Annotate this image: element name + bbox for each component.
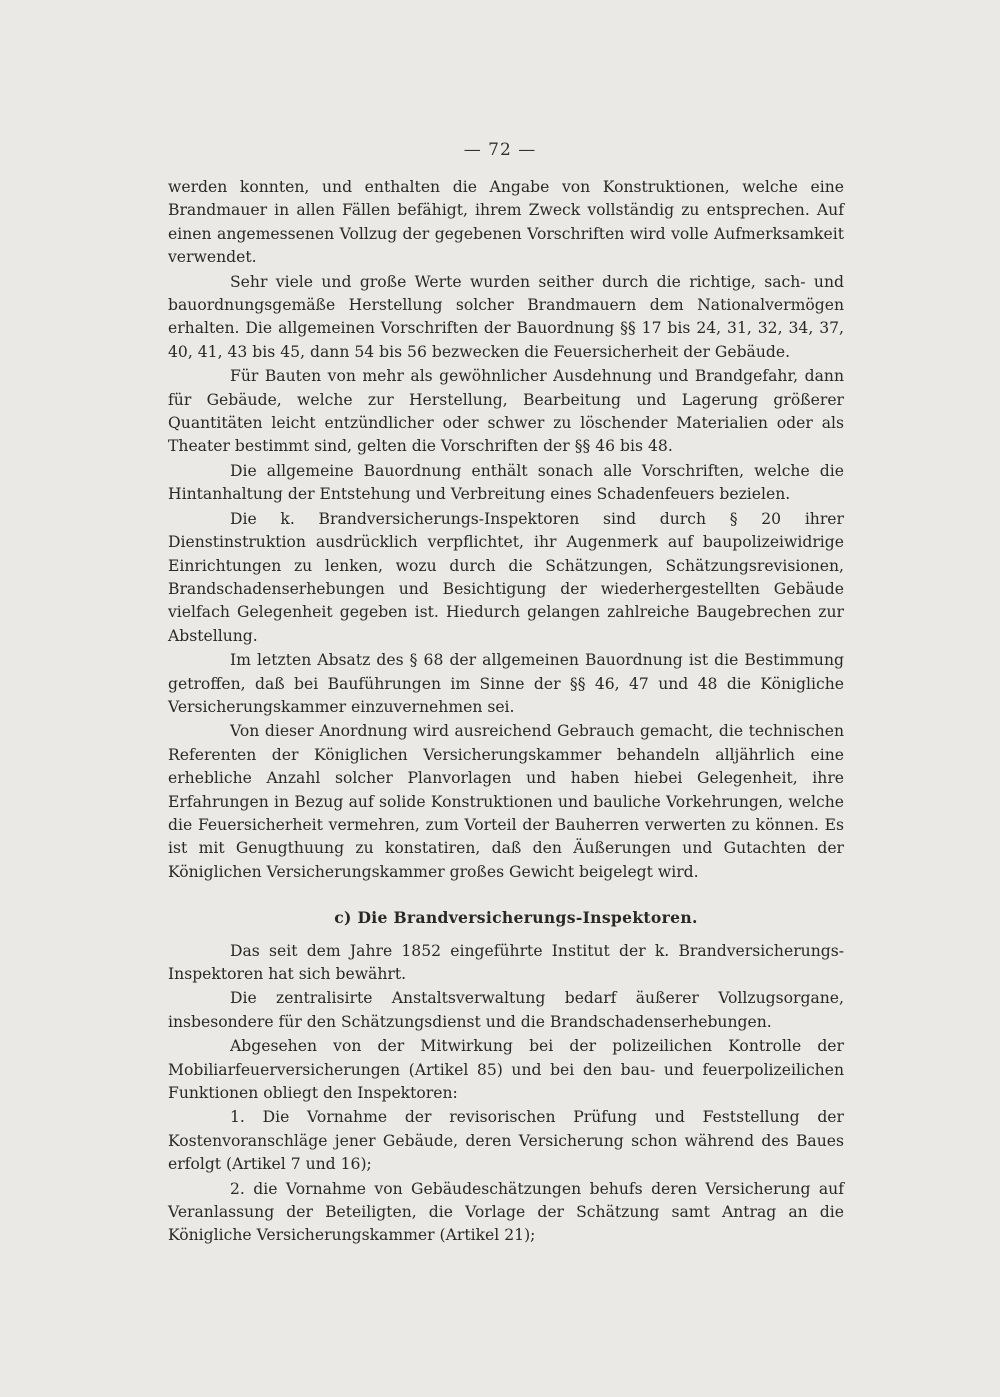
paragraph: Abgesehen von der Mitwirkung bei der polizeilichen Kontrolle der Mobiliarfeuerversicherungen (Artikel 85) und bei den bau- und feuerpolizeilichen Funktionen obliegt den Inspektoren: <box>168 1037 844 1103</box>
paragraph: Das seit dem Jahre 1852 eingeführte Institut der k. Brandversicherungs-Inspektoren hat sich bewährt. <box>168 941 844 983</box>
list-item: 1. Die Vornahme der revisorischen Prüfung und Feststellung der Kostenvoranschläge jener Gebäude, deren Versicherung schon während des Baues erfolgt (Artikel 7 und 16); <box>168 1108 844 1174</box>
paragraph: Von dieser Anordnung wird ausreichend Gebrauch gemacht, die technischen Referenten der Königlichen Versicherungskammer behandeln alljährlich eine erhebliche Anzahl solcher Planvorlagen und haben hiebei Gelegenheit, ihre Erfahrungen in Bezug auf solide Konstruktionen und bauliche Vorkehrungen, welche die Feuersicherheit vermehren, zum Vorteil der Bauherren verwerten zu können. Es ist mit Genugthuung zu konstatiren, daß den Äußerungen und Gutachten der Königlichen Versicherungskammer großes Gewicht beigelegt wird. <box>168 722 844 881</box>
paragraph: werden konnten, und enthalten die Angabe von Konstruktionen, welche eine Brandmauer in allen Fällen befähigt, ihrem Zweck vollständig zu entsprechen. Auf einen angemessenen Vollzug der gegebenen Vorschriften wird volle Aufmerksamkeit verwendet. <box>168 178 844 267</box>
paragraph: Die allgemeine Bauordnung enthält sonach alle Vorschriften, welche die Hintanhaltung der Entstehung und Verbreitung eines Schadenfeuers bezielen. <box>168 461 844 504</box>
page-number: — 72 — <box>463 140 537 160</box>
paragraph: Für Bauten von mehr als gewöhnlicher Ausdehnung und Brandgefahr, dann für Gebäude, welche zur Herstellung, Bearbeitung und Lagerung größerer Quantitäten leicht entzündlicher oder schwer zu löschender Materialien oder als Theater bestimmt sind, gelten die Vorschriften der §§ 46 bis 48. <box>168 367 844 456</box>
paragraph: Im letzten Absatz des § 68 der allgemeinen Bauordnung ist die Bestimmung getroffen, daß bei Bauführungen im Sinne der §§ 46, 47 und 48 die Königliche Versicherungskammer einzuvernehmen sei. <box>168 651 844 716</box>
list-item: 2. die Vornahme von Gebäudeschätzungen behufs deren Versicherung auf Veranlassung der Beteiligten, die Vorlage der Schätzung samt Antrag an die Königliche Versicherungskammer (Artikel 21); <box>168 1179 844 1245</box>
section-heading: c) Die Brandversicherungs-Inspektoren. <box>334 908 698 928</box>
paragraph: Sehr viele und große Werte wurden seither durch die richtige, sach- und bauordnungsgemäße Herstellung solcher Brandmauern dem Nationalvermögen erhalten. Die allgemeinen Vorschriften der Bauordnung §§ 17 bis 24, 31, 32, 34, 37, 40, 41, 43 bis 45, dann 54 bis 56 bezwecken die Feuersicherheit der Gebäude. <box>168 272 844 361</box>
paragraph: Die k. Brandversicherungs-Inspektoren sind durch § 20 ihrer Dienstinstruktion ausdrücklich verpflichtet, ihr Augenmerk auf baupolizeiwidrige Einrichtungen zu lenken, wozu durch die Schätzungen, Schätzungsrevisionen, Brandschadenserhebungen und Besichtigung der wiederhergestellten Gebäude vielfach Gelegenheit gegeben ist. Hiedurch gelangen zahlreiche Baugebrechen zur Abstellung. <box>168 509 844 645</box>
body-text <box>168 176 844 1248</box>
paragraph: Die zentralisirte Anstaltsverwaltung bedarf äußerer Vollzugsorgane, insbesondere für den Schätzungsdienst und die Brandschadenserhebungen. <box>168 989 844 1031</box>
